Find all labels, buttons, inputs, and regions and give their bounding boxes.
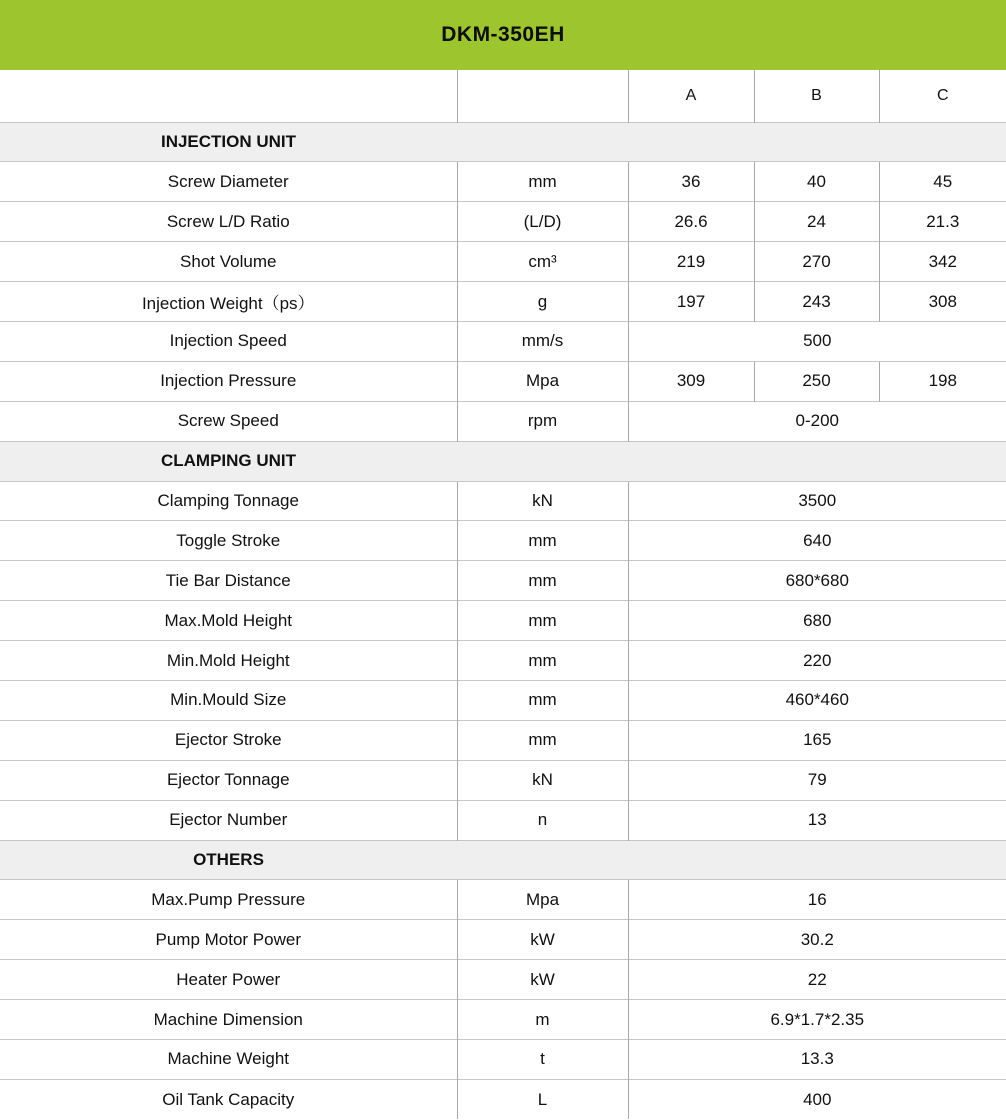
spec-row [0, 760, 1006, 800]
spec-label: Ejector Stroke [0, 720, 457, 760]
spec-unit: Mpa [457, 880, 628, 920]
spec-label: Tie Bar Distance [0, 561, 457, 601]
spec-row [0, 641, 1006, 681]
spec-value-merged: 400 [628, 1079, 1006, 1119]
spec-value-merged: 22 [628, 960, 1006, 1000]
spec-table [0, 70, 1006, 1119]
spec-row [0, 202, 1006, 242]
spec-label: Ejector Tonnage [0, 760, 457, 800]
spec-value-merged: 220 [628, 641, 1006, 681]
spec-value-a: 197 [628, 282, 754, 322]
spec-value-a: 36 [628, 162, 754, 202]
spec-label: Shot Volume [0, 242, 457, 282]
section-header-others [0, 840, 1006, 880]
spec-value-merged: 640 [628, 521, 1006, 561]
spec-label: Injection Pressure [0, 361, 457, 401]
spec-unit: mm [457, 521, 628, 561]
spec-value-b: 24 [754, 202, 879, 242]
spec-value-merged: 680*680 [628, 561, 1006, 601]
spec-value-c: 198 [879, 361, 1006, 401]
spec-row [0, 481, 1006, 521]
spec-unit: mm [457, 162, 628, 202]
spec-value-merged: 13.3 [628, 1039, 1006, 1079]
spec-value-merged: 500 [628, 321, 1006, 361]
spec-label: Machine Weight [0, 1039, 457, 1079]
spec-value-b: 243 [754, 282, 879, 322]
spec-value-merged: 680 [628, 601, 1006, 641]
spec-label: Injection Weight（ps） [0, 282, 457, 322]
spec-row [0, 521, 1006, 561]
spec-value-merged: 3500 [628, 481, 1006, 521]
spec-label: Clamping Tonnage [0, 481, 457, 521]
spec-value-merged: 460*460 [628, 680, 1006, 720]
spec-unit: Mpa [457, 361, 628, 401]
spec-unit: L [457, 1079, 628, 1119]
spec-unit: mm [457, 561, 628, 601]
spec-unit: mm/s [457, 321, 628, 361]
model-title-banner [0, 0, 1006, 70]
column-header-c: C [879, 70, 1006, 122]
spec-unit: kN [457, 760, 628, 800]
spec-label: Injection Speed [0, 321, 457, 361]
spec-value-merged: 0-200 [628, 401, 1006, 441]
spec-value-a: 309 [628, 361, 754, 401]
spec-value-b: 40 [754, 162, 879, 202]
spec-row [0, 800, 1006, 840]
spec-unit: (L/D) [457, 202, 628, 242]
spec-value-a: 26.6 [628, 202, 754, 242]
spec-row [0, 601, 1006, 641]
spec-value-c: 45 [879, 162, 1006, 202]
spec-row [0, 880, 1006, 920]
section-title: CLAMPING UNIT [160, 451, 297, 471]
spec-label: Min.Mould Size [0, 680, 457, 720]
spec-unit: m [457, 1000, 628, 1040]
spec-row [0, 321, 1006, 361]
spec-unit: n [457, 800, 628, 840]
spec-label: Machine Dimension [0, 1000, 457, 1040]
spec-row [0, 361, 1006, 401]
section-header-clamping-unit [0, 441, 1006, 481]
spec-value-merged: 16 [628, 880, 1006, 920]
spec-label: Screw L/D Ratio [0, 202, 457, 242]
spec-unit: mm [457, 720, 628, 760]
header-empty-label-cell [0, 70, 457, 122]
spec-label: Screw Diameter [0, 162, 457, 202]
spec-label: Min.Mold Height [0, 641, 457, 681]
spec-unit: cm³ [457, 242, 628, 282]
spec-label: Ejector Number [0, 800, 457, 840]
spec-unit: mm [457, 680, 628, 720]
spec-label: Pump Motor Power [0, 920, 457, 960]
spec-value-c: 342 [879, 242, 1006, 282]
spec-unit: g [457, 282, 628, 322]
spec-label: Oil Tank Capacity [0, 1079, 457, 1119]
column-header-a: A [685, 86, 697, 104]
spec-unit: mm [457, 641, 628, 681]
spec-row [0, 1039, 1006, 1079]
section-title: INJECTION UNIT [160, 131, 297, 151]
column-header-b: B [754, 70, 879, 122]
spec-unit: kN [457, 481, 628, 521]
spec-row [0, 242, 1006, 282]
spec-row [0, 282, 1006, 322]
spec-label: Max.Mold Height [0, 601, 457, 641]
spec-label: Heater Power [0, 960, 457, 1000]
header-empty-unit-cell [457, 70, 628, 122]
spec-row [0, 960, 1006, 1000]
spec-row [0, 561, 1006, 601]
spec-value-merged: 13 [628, 800, 1006, 840]
spec-value-b: 270 [754, 242, 879, 282]
spec-value-merged: 165 [628, 720, 1006, 760]
model-title: DKM-350EH [441, 23, 565, 46]
spec-row [0, 401, 1006, 441]
spec-row [0, 1000, 1006, 1040]
spec-value-merged: 79 [628, 760, 1006, 800]
spec-value-c: 21.3 [879, 202, 1006, 242]
spec-unit: kW [457, 960, 628, 1000]
spec-value-a: 219 [628, 242, 754, 282]
spec-row [0, 1079, 1006, 1119]
spec-value-c: 308 [879, 282, 1006, 322]
spec-label: Screw Speed [0, 401, 457, 441]
spec-unit: kW [457, 920, 628, 960]
spec-value-b: 250 [754, 361, 879, 401]
spec-unit: mm [457, 601, 628, 641]
spec-row [0, 162, 1006, 202]
spec-label: Max.Pump Pressure [0, 880, 457, 920]
spec-label: Toggle Stroke [0, 521, 457, 561]
spec-row [0, 720, 1006, 760]
section-header-injection-unit [0, 122, 1006, 162]
spec-row [0, 680, 1006, 720]
spec-unit: rpm [457, 401, 628, 441]
spec-row [0, 920, 1006, 960]
section-title: OTHERS [193, 849, 264, 869]
spec-unit: t [457, 1039, 628, 1079]
spec-value-merged: 6.9*1.7*2.35 [628, 1000, 1006, 1040]
column-header-row [0, 70, 1006, 122]
spec-value-merged: 30.2 [628, 920, 1006, 960]
